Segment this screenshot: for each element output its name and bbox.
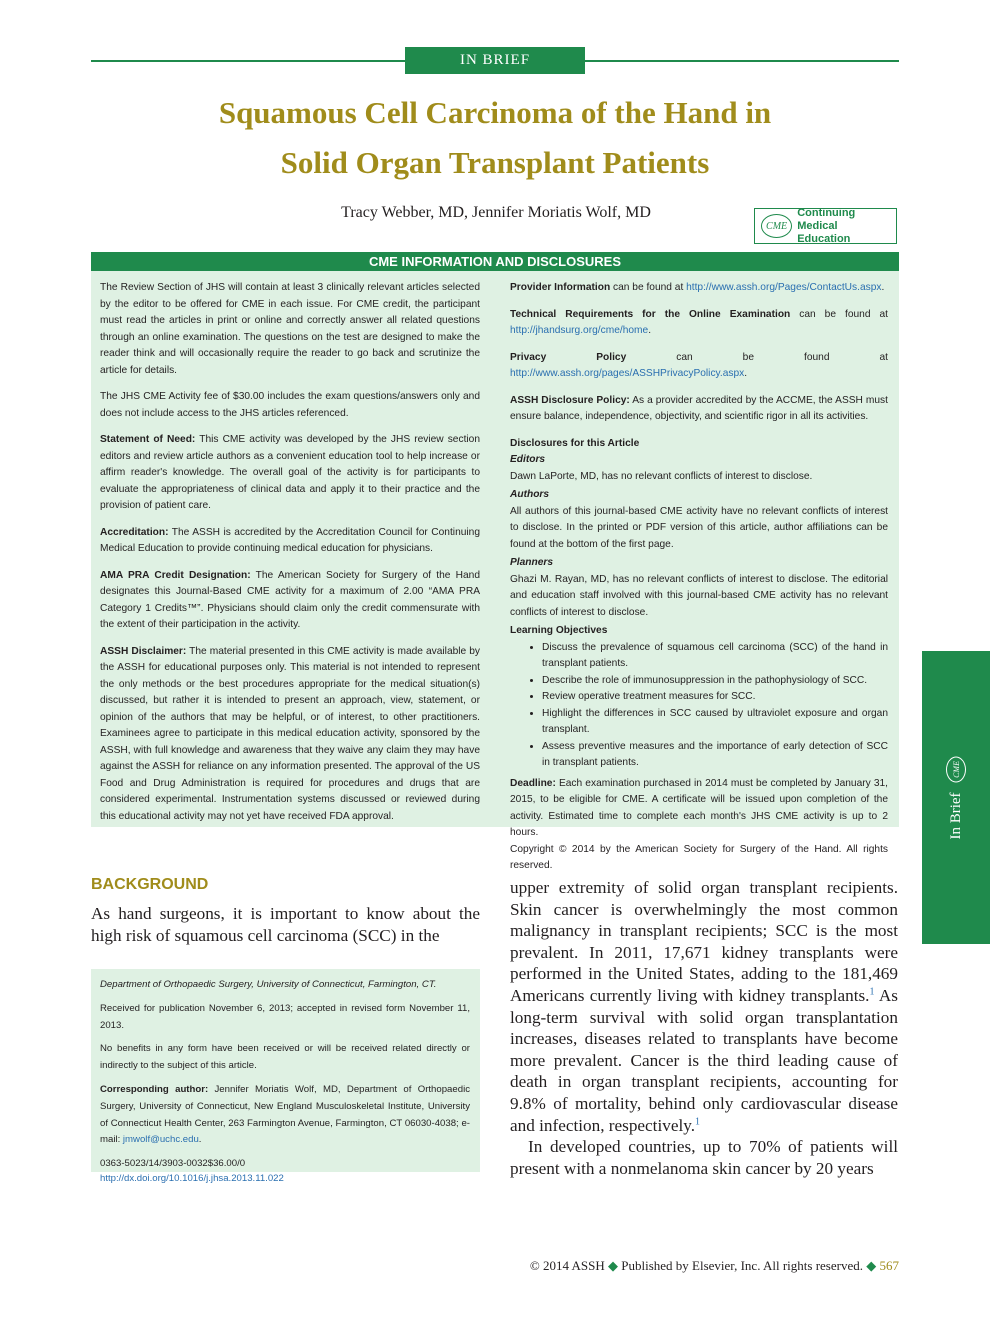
reference-link[interactable]: 1 [695, 1115, 701, 1127]
fee-text: The JHS CME Activity fee of $30.00 includes the exam questions/answers only and does not include access to the JHS articles referenced. [100, 391, 480, 419]
side-tab-content [946, 756, 966, 839]
editors-text: Dawn LaPorte, MD, has no relevant conflicts of interest to disclose. [510, 470, 813, 482]
section-tag: IN BRIEF [405, 47, 585, 74]
p1-part-a: upper extremity of solid organ transplant recipients. Skin cancer is overwhelmingly the most common malignancy in transplant recipients; SCC is the most prevalent. In 2011, 17,671 kidney transplants were performed in the United States, adding to the 181,469 Americans currently living with kidney transplants. [510, 878, 898, 1005]
technical-requirements [510, 307, 888, 340]
tech-link[interactable]: http://jhandsurg.org/cme/home [510, 325, 649, 336]
objective-item: • Describe the role of immunosuppression in the pathophysiology of SCC. [542, 673, 888, 690]
benefits-statement: No benefits in any form have been received or will be received related directly or indirectly to the subject of this article. [100, 1043, 470, 1072]
corresponding-author [100, 1082, 470, 1149]
assh-disc-label: ASSH Disclosure Policy: [510, 394, 630, 406]
objectives-list [510, 640, 888, 772]
cme-left-column [100, 280, 480, 835]
tech-text: can be found at [790, 308, 888, 320]
authors-label: Authors [510, 489, 550, 500]
disclaimer-label: ASSH Disclaimer: [100, 645, 187, 657]
accreditation-text: The ASSH is accredited by the Accreditation Council for Continuing Medical Education to provide continuing medical education for physicians. [100, 526, 480, 554]
privacy-policy [510, 350, 888, 383]
objective-item: • Highlight the differences in SCC caused by ultraviolet exposure and organ transplant. [542, 706, 888, 739]
provider-info [510, 280, 888, 297]
title-line-2: Solid Organ Transplant Patients [280, 145, 710, 180]
accreditation [100, 525, 480, 558]
background-heading: BACKGROUND [91, 876, 209, 893]
cme-logo-line-2: Education [797, 232, 851, 245]
provider-text: can be found at [610, 282, 687, 293]
privacy-end: . [744, 368, 748, 379]
privacy-text: can be found at [626, 351, 888, 363]
ama-text: The American Society for Surgery of the Hand designates this Journal-Based CME activity for a maximum of 2.00 “AMA PRA Category 1 Credits™”. Physicians should claim only the credit commensurate with the extent of their participation in the activity. [100, 569, 480, 630]
article-title [91, 88, 899, 188]
body-paragraph-2: In developed countries, up to 70% of patients will present with a nonmelanoma skin cancer by 20 years [510, 1137, 898, 1178]
need-text: This CME activity was developed by the JHS review section editors and review article authors as a convenient education tool to help increase or affirm reader's knowledge. The overall goal of the activity is for participants to evaluate the appropriateness of clinical data and apply it to their practice and the provision of patient care. [100, 434, 480, 511]
right-body-column [510, 877, 898, 1179]
email-end: . [198, 1134, 202, 1146]
accreditation-label: Accreditation: [100, 526, 169, 538]
objective-item: • Assess preventive measures and the importance of early detection of SCC in transplant patients. [542, 739, 888, 772]
authors-text: All authors of this journal-based CME activity have no relevant conflicts of interest to disclose. In the printed or PDF version of this article, author affiliations can be found at the bottom of the first page. [510, 505, 888, 550]
objectives-heading: Learning Objectives [510, 625, 608, 636]
email-link[interactable]: jmwolf@uchc.edu [122, 1134, 199, 1146]
reference-link[interactable]: 1 [869, 986, 875, 998]
assh-disc-text: As a provider accredited by the ACCME, the ASSH must ensure balance, independence, objectivity, and scientific rigor in all its activities. [510, 394, 888, 422]
disclaimer-text: The material presented in this CME activity is made available by the ASSH for educational purposes only. This material is not intended to represent the only methods or the best procedures appropriate for the medical situation(s) discussed, but rather it is intended to present an approach, view, statement, or opinion of the authors that may be helpful, or of interest, to other practitioners. Examinees agree to participate in this medical education activity, sponsored by the ASSH, with full knowledge and awareness that they waive any claim they may have against the ASSH for reliance on any information presented. The approval of the US Food and Drug Administration is required for procedures and drugs that are considered experimental. Instrumentation systems discussed or reviewed during this educational activity may not yet have received FDA approval. [100, 645, 481, 822]
need-label: Statement of Need: [100, 434, 196, 445]
p1-part-b: As long-term survival with solid organ transplantation increases, diseases related to transplants have become more prevalent. Cancer is the third leading cause of death in organ transplant recipients, accounting for 9.8% of mortality, behind only cardiovascular disease and infection, respectively. [510, 985, 898, 1135]
statement-of-need [100, 432, 480, 515]
issn-block [100, 1156, 470, 1186]
editors-label: Editors [510, 454, 546, 465]
page-number: 567 [879, 1258, 899, 1273]
footer-separator: ◆ [608, 1258, 618, 1273]
cme-logo-mark: CME [761, 214, 792, 238]
tech-end: . [648, 325, 652, 336]
cme-info-heading: CME INFORMATION AND DISCLOSURES [91, 252, 899, 271]
page-footer [450, 1258, 899, 1274]
side-tab-cme-icon: CME [946, 756, 966, 782]
provider-link[interactable]: http://www.assh.org/Pages/ContactUs.aspx [686, 282, 882, 293]
in-brief-side-tab [922, 651, 990, 944]
corresponding-label: Corresponding author: [100, 1083, 209, 1095]
provider-end: . [881, 282, 885, 293]
footer-publisher: Published by Elsevier, Inc. All rights reserved. [621, 1258, 863, 1273]
issn: 0363-5023/14/3903-0032$36.00/0 [100, 1158, 246, 1170]
cme-logo [754, 208, 897, 244]
ama-credit [100, 568, 480, 634]
assh-disclosure-policy [510, 393, 888, 426]
provider-label: Provider Information [510, 282, 611, 293]
objective-item: • Discuss the prevalence of squamous cell carcinoma (SCC) of the hand in transplant patients. [542, 640, 888, 673]
disclosures-heading: Disclosures for this Article [510, 437, 640, 449]
cme-logo-text [797, 207, 896, 246]
deadline-label: Deadline: [510, 777, 556, 789]
intro-paragraph: As hand surgeons, it is important to know about the high risk of squamous cell carcinoma (SCC) in the [91, 904, 480, 945]
ama-label: AMA PRA Credit Designation: [100, 569, 251, 581]
affiliation-text [100, 977, 470, 1193]
title-line-1: Squamous Cell Carcinoma of the Hand in [218, 95, 772, 130]
assh-disclaimer [100, 644, 480, 826]
deadline [510, 776, 888, 842]
cme-copyright: Copyright © 2014 by the American Society for Surgery of the Hand. All rights reserved. [510, 843, 888, 871]
author-list: Tracy Webber, MD, Jennifer Moriatis Wolf, MD [341, 204, 651, 221]
objective-item: • Review operative treatment measures for SCC. [542, 689, 888, 706]
privacy-label: Privacy Policy [510, 351, 627, 363]
side-tab-label: In Brief [947, 791, 964, 840]
footer-copyright: © 2014 ASSH [529, 1258, 605, 1273]
cme-logo-line-1: Continuing Medical [797, 206, 856, 232]
received-dates: Received for publication November 6, 2013; accepted in revised form November 11, 2013. [100, 1002, 470, 1031]
body-paragraph-1 [510, 877, 898, 1136]
tech-label: Technical Requirements for the Online Examination [510, 308, 791, 320]
planners-label: Planners [510, 557, 554, 568]
privacy-link[interactable]: http://www.assh.org/pages/ASSHPrivacyPolicy.aspx [510, 368, 745, 379]
doi-link[interactable]: http://dx.doi.org/10.1016/j.jhsa.2013.11.022 [100, 1173, 284, 1185]
footer-separator: ◆ [866, 1258, 877, 1273]
department: Department of Orthopaedic Surgery, University of Connecticut, Farmington, CT. [100, 979, 437, 990]
planners-text: Ghazi M. Rayan, MD, has no relevant conflicts of interest to disclose. The editorial and education staff involved with this journal-based CME activity has no relevant conflicts of interest to disclose. [510, 573, 888, 618]
deadline-text: Each examination purchased in 2014 must be completed by January 31, 2015, to be eligible for CME. A certificate will be issued upon completion of the activity. Estimated time to complete each month's JHS CME activity is up to 2 hours. [510, 777, 888, 838]
review-section-text: The Review Section of JHS will contain at least 3 clinically relevant articles selected by the editor to be offered for CME in each issue. For CME credit, the participant must read the articles in print or online and correctly answer all related questions through an online examination. The questions on the test are designed to make the reader think and will occasionally require the reader to go back and scrutinize the article for details. [100, 282, 480, 376]
corresponding-text: Jennifer Moriatis Wolf, MD, Department of Orthopaedic Surgery, University of Connecticut, New England Musculoskeletal Institute, University of Connecticut Health Center, 263 Farmington Avenue, Farmington, CT 06030-4038; e-mail: [100, 1083, 470, 1146]
cme-right-column [510, 280, 888, 885]
